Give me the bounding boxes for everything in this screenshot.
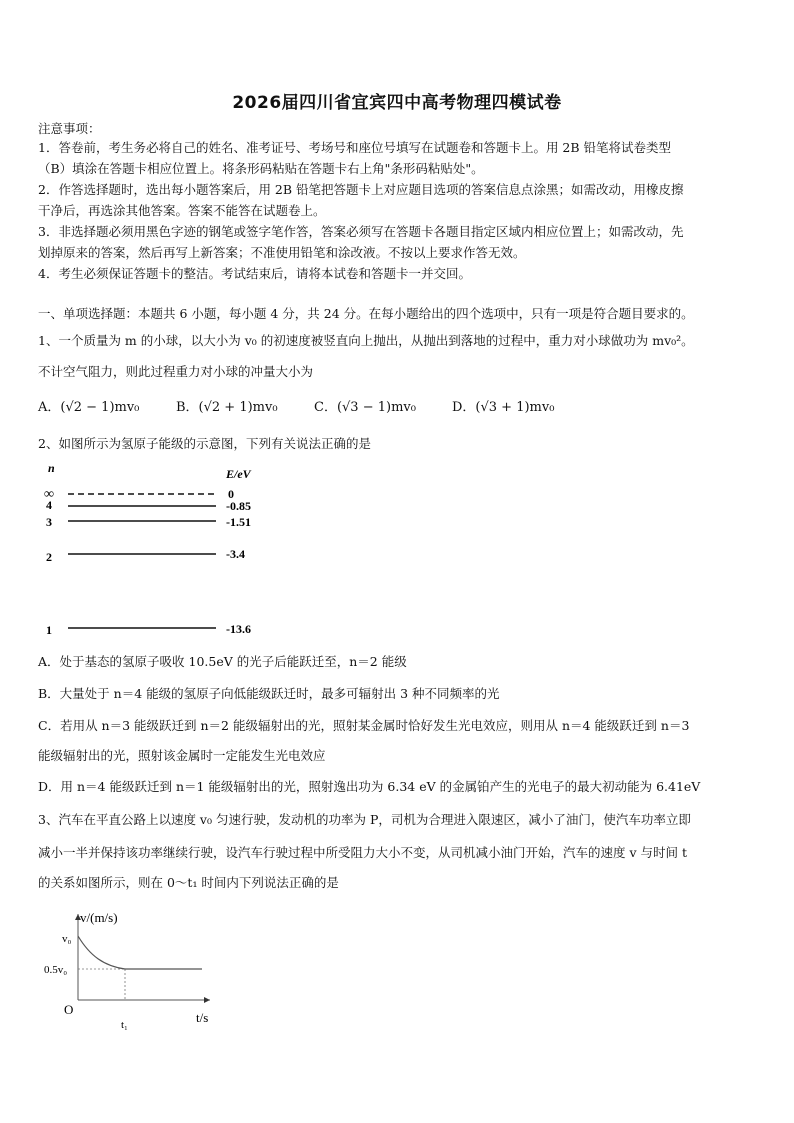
q2-option-c-line1: C．若用从 n＝3 能级跃迁到 n＝2 能级辐射出的光，照射某金属时恰好发生光电效应，则用从 n＝4 能级跃迁到 n＝3 xyxy=(38,718,690,733)
level-label-1: 1 xyxy=(46,623,52,637)
notice-item: （B）填涂在答题卡相应位置上。将条形码粘贴在答题卡右上角"条形码粘贴处"。 xyxy=(38,161,484,176)
q1-option-a: A．(√2 − 1)mv₀ xyxy=(38,400,140,415)
level-energy-2: -3.4 xyxy=(226,547,245,561)
graph-y-label: v/(m/s) xyxy=(80,910,118,925)
q2-option-b: B．大量处于 n＝4 能级的氢原子向低能级跃迁时，最多可辐射出 3 种不同频率的光 xyxy=(38,686,500,701)
diagram-e-header: E/eV xyxy=(226,467,251,481)
notice-item: 3．非选择题必须用黑色字迹的钢笔或签字笔作答，答案必须写在答题卡各题目指定区域内相应位置上；如需改动，先 xyxy=(38,224,684,239)
notice-item: 划掉原来的答案，然后再写上新答案；不准使用铅笔和涂改液。不按以上要求作答无效。 xyxy=(38,245,526,260)
level-label-2: 2 xyxy=(46,550,52,564)
diagram-n-header: n xyxy=(48,461,55,475)
exam-title: 2026届四川省宜宾四中高考物理四模试卷 xyxy=(232,93,562,113)
graph-origin: O xyxy=(64,1002,74,1017)
level-label-4: 4 xyxy=(46,498,52,512)
q1-stem-line2: 不计空气阻力，则此过程重力对小球的冲量大小为 xyxy=(38,364,314,379)
level-energy-inf: 0 xyxy=(228,487,234,501)
velocity-time-graph xyxy=(38,904,228,1034)
q1-option-c: C．(√3 − 1)mv₀ xyxy=(314,400,416,415)
q2-option-c-line2: 能级辐射出的光，照射该金属时一定能发生光电效应 xyxy=(38,748,326,763)
q2-stem: 2、如图所示为氢原子能级的示意图，下列有关说法正确的是 xyxy=(38,436,371,451)
q1-stem-line1: 1、一个质量为 m 的小球，以大小为 v₀ 的初速度被竖直向上抛出，从抛出到落地的过程中，重力对小球做功为 mv₀²。 xyxy=(38,333,694,348)
q3-stem-line3: 的关系如图所示，则在 0～t₁ 时间内下列说法正确的是 xyxy=(38,875,339,890)
level-energy-4: -0.85 xyxy=(226,499,251,513)
q2-option-d: D．用 n＝4 能级跃迁到 n＝1 能级辐射出的光，照射逸出功为 6.34 eV 的金属铂产生的光电子的最大初动能为 6.41eV xyxy=(38,779,701,794)
q2-option-a: A．处于基态的氢原子吸收 10.5eV 的光子后能跃迁至，n＝2 能级 xyxy=(38,654,407,669)
notice-item: 1．答卷前，考生务必将自己的姓名、准考证号、考场号和座位号填写在试题卷和答题卡上。用 2B 铅笔将试卷类型 xyxy=(38,140,672,155)
level-label-3: 3 xyxy=(46,515,52,529)
notice-item: 4．考生必须保证答题卡的整洁。考试结束后，请将本试卷和答题卡一并交回。 xyxy=(38,266,471,281)
q1-option-b: B．(√2 + 1)mv₀ xyxy=(176,400,278,415)
section-heading: 一、单项选择题：本题共 6 小题，每小题 4 分，共 24 分。在每小题给出的四个选项中，只有一项是符合题目要求的。 xyxy=(38,306,694,321)
level-energy-3: -1.51 xyxy=(226,515,251,529)
level-energy-1: -13.6 xyxy=(226,622,251,636)
graph-velocity-curve xyxy=(78,936,125,969)
graph-x-tick-t1: t₁ xyxy=(121,1019,128,1031)
graph-y-tick-v0: v₀ xyxy=(62,933,72,945)
graph-y-tick-half: 0.5v₀ xyxy=(44,964,68,976)
notice-item: 干净后，再选涂其他答案。答案不能答在试题卷上。 xyxy=(38,203,326,218)
q3-stem-line2: 减小一半并保持该功率继续行驶，设汽车行驶过程中所受阻力大小不变，从司机减小油门开始，汽车的速度 v 与时间 t xyxy=(38,845,688,860)
notice-heading: 注意事项： xyxy=(38,121,101,136)
notice-item: 2．作答选择题时，选出每小题答案后，用 2B 铅笔把答题卡上对应题目选项的答案信息点涂黑；如需改动，用橡皮擦 xyxy=(38,182,684,197)
level-label-inf: ∞ xyxy=(44,487,54,502)
energy-level-diagram xyxy=(38,458,298,648)
q1-option-d: D．(√3 + 1)mv₀ xyxy=(452,400,555,415)
graph-x-label: t/s xyxy=(196,1010,209,1025)
q3-stem-line1: 3、汽车在平直公路上以速度 v₀ 匀速行驶，发动机的功率为 P，司机为合理进入限速区，减小了油门，使汽车功率立即 xyxy=(38,812,691,827)
